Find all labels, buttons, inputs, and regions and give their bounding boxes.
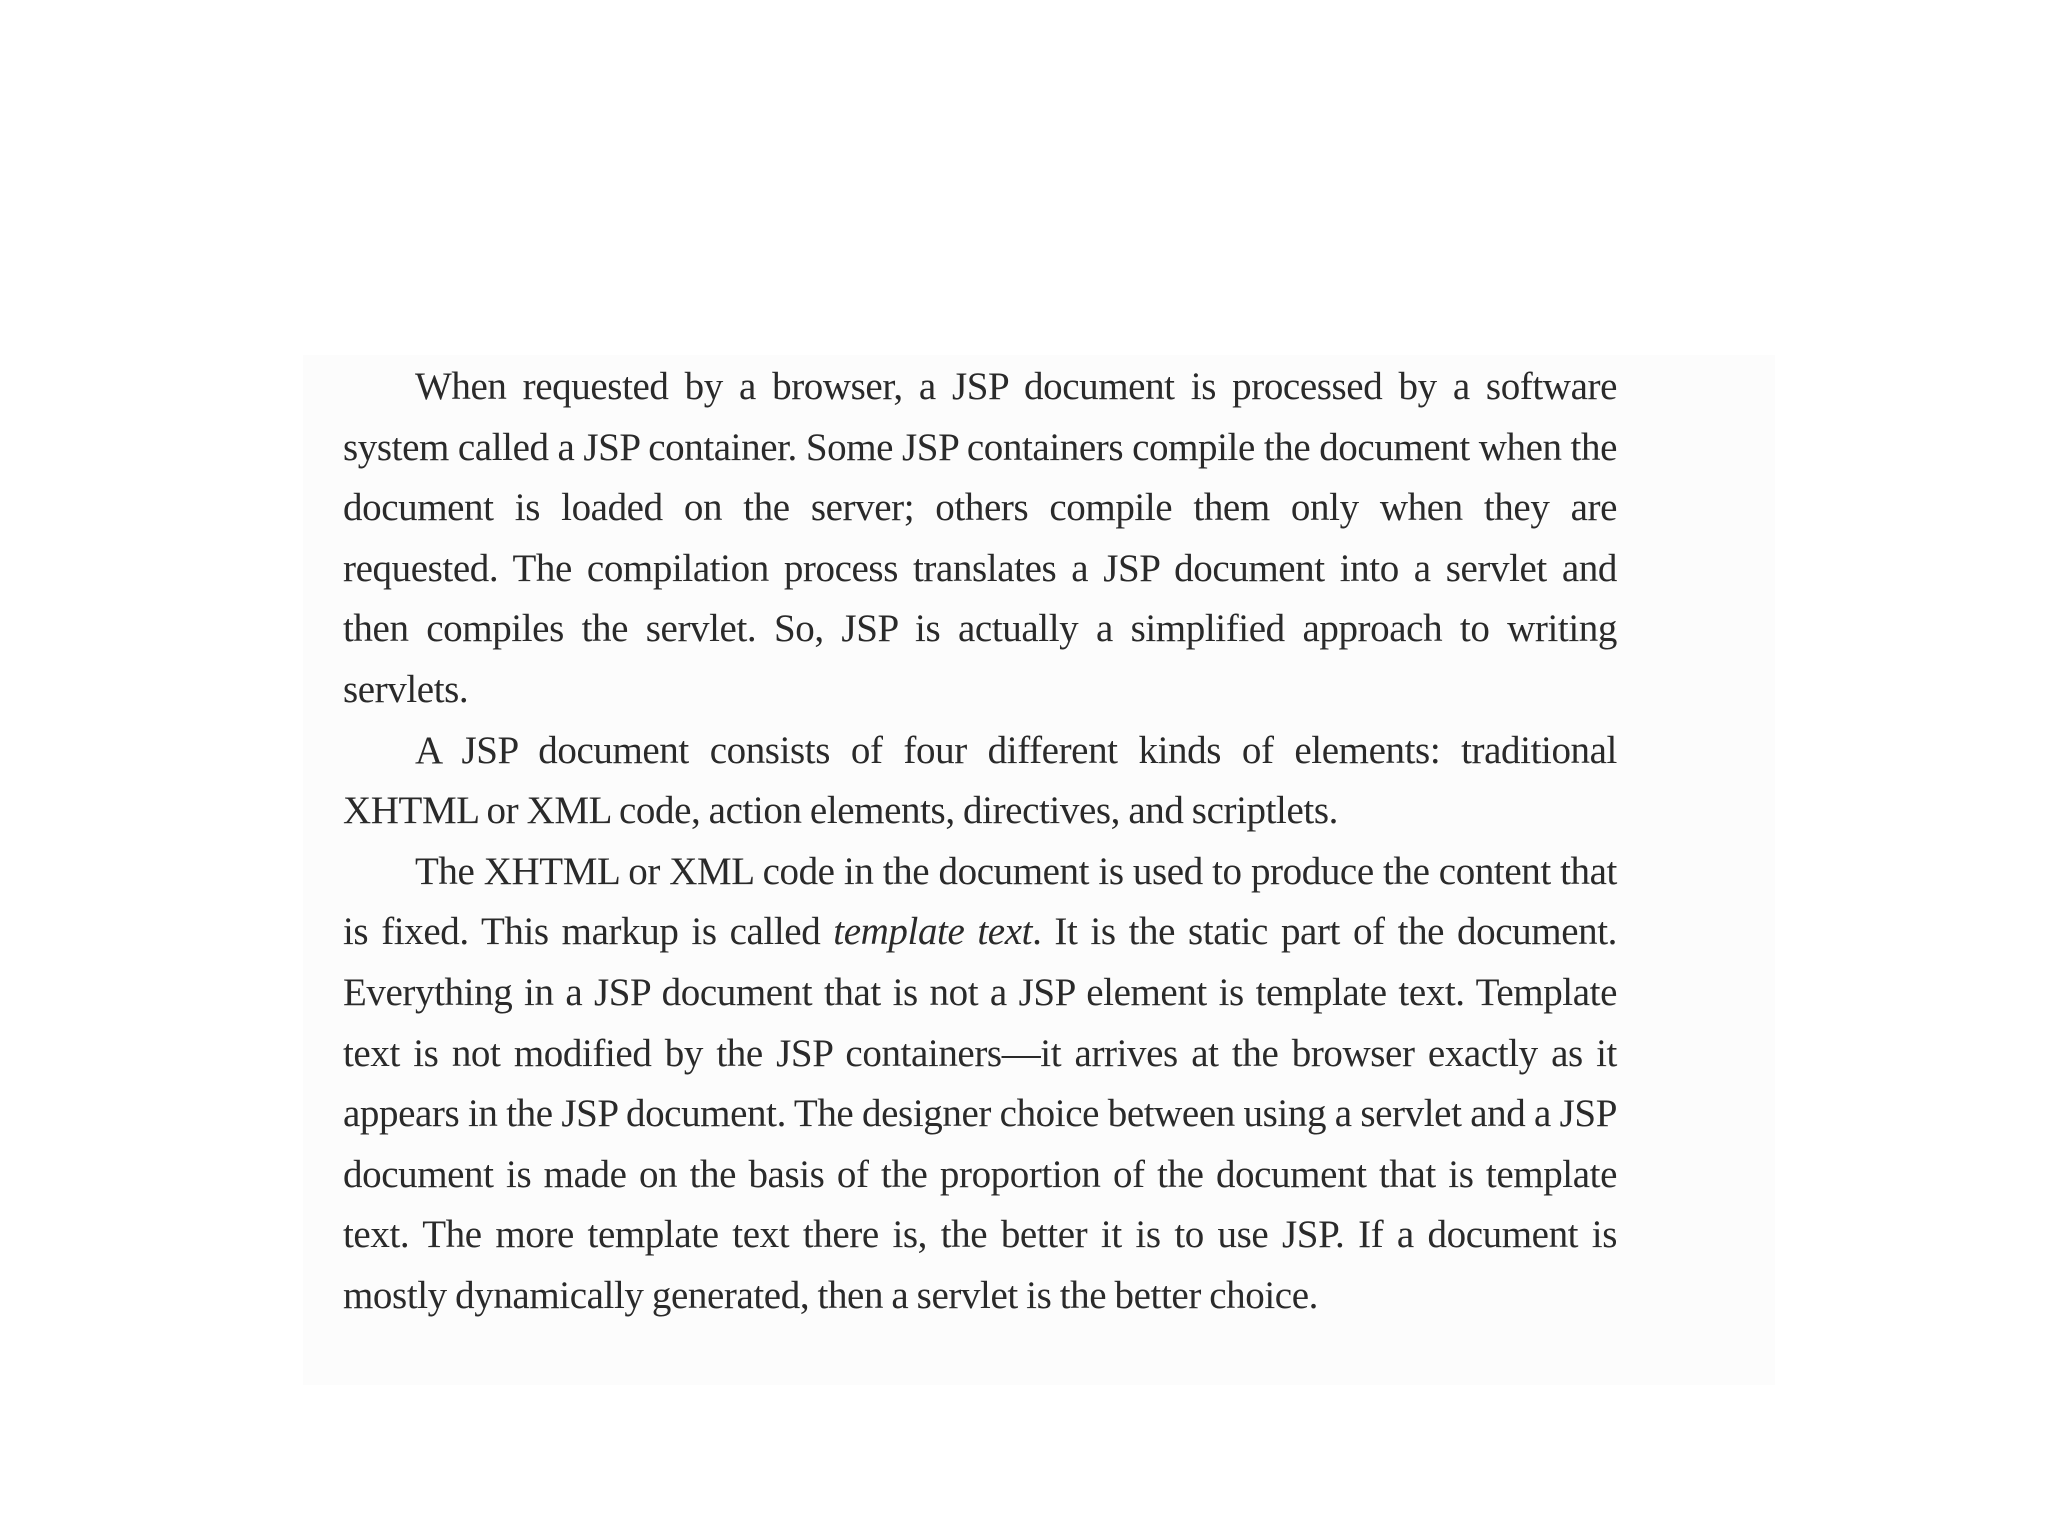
paragraph-template-text — [343, 842, 1617, 1327]
template-text-body: . It is the static part of the document. Everything in a JSP document that is not a JSP element is template text. Template text is not modified by the JSP containers—it arrives at the browser exactly as it appears in the JSP document. The designer choice between using a servlet and a JSP document is made on the basis of the proportion of the document that is template text. The more template text there is, the better it is to use JSP. If a document is mostly dynamically generated, then a servlet is the better choice. — [343, 910, 1618, 1317]
paragraph-jsp-container: When requested by a browser, a JSP document is processed by a software system called a JSP container. Some JSP containers compile the document when the document is loaded on the server; others compile them only when they are requested. The compilation process translates a JSP document into a servlet and then compiles the servlet. So, JSP is actually a simplified approach to writing servlets. — [343, 365, 1617, 711]
scanned-text-page — [303, 355, 1775, 1385]
paragraph-jsp-elements: A JSP document consists of four different kinds of elements: traditional XHTML or XML code, action elements, directives, and scriptlets. — [343, 728, 1617, 833]
template-text-term: template text — [833, 910, 1033, 954]
template-text-intro: The XHTML or XML code in the document is used to produce the content that is fixed. This markup is called — [343, 849, 1617, 954]
